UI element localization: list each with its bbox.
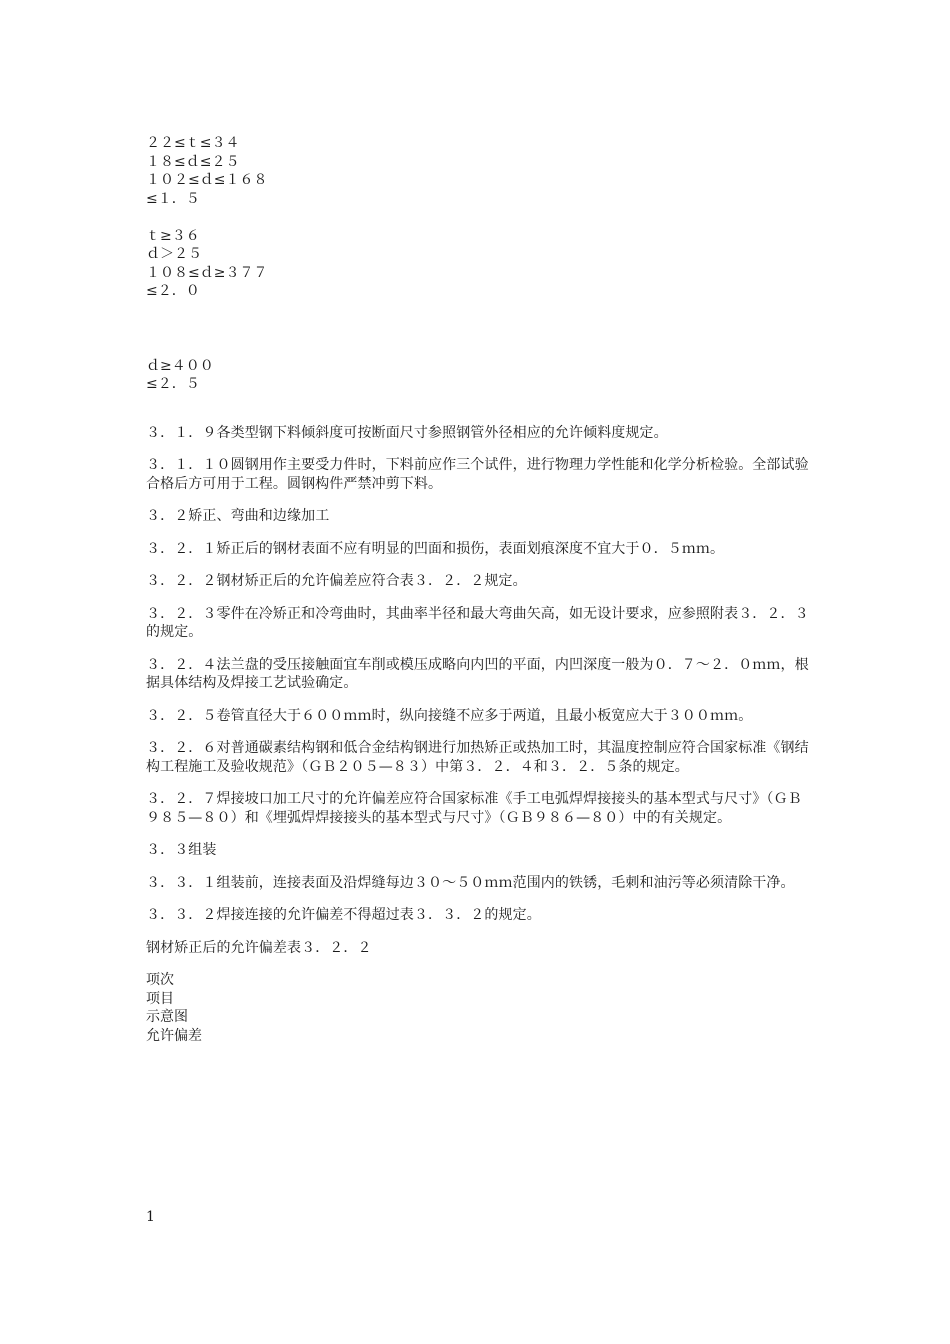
- paragraph-3-2-1: ３．２．１矫正后的钢材表面不应有明显的凹面和损伤，表面划痕深度不宜大于０．５ｍｍ。: [146, 540, 725, 557]
- table-fragment-group-1: [146, 134, 810, 208]
- paragraph-3-2-4: ３．２．４法兰盘的受压接触面宜车削或模压成略向内凹的平面，内凹深度一般为０．７～２．０ｍｍ，根据具体结构及焊接工艺试验确定。: [146, 656, 809, 691]
- table-fragment-group-2: [146, 227, 810, 301]
- table-cell: ≤２．５: [146, 376, 200, 392]
- table-header-list: [146, 971, 810, 1045]
- table-cell: ２２≤ｔ≤３４: [146, 135, 240, 151]
- table-cell: ｄ＞２５: [146, 246, 202, 262]
- table-cell: ≤２．０: [146, 283, 200, 299]
- table-caption: 钢材矫正后的允许偏差表３．２．２: [146, 939, 372, 956]
- table-cell: １８≤ｄ≤２５: [146, 153, 240, 170]
- document-page: [146, 134, 810, 1045]
- table-cell: ≤１．５: [146, 190, 200, 207]
- paragraph-3-1-9: ３．１．９各类型钢下料倾斜度可按断面尺寸参照钢管外径相应的允许倾料度规定。: [146, 424, 668, 441]
- table-cell: ｔ≥３６: [146, 227, 200, 244]
- table-header-cell: 项次: [146, 972, 174, 988]
- page-number: 1: [146, 1209, 155, 1225]
- paragraph-3-2-2: ３．２．２钢材矫正后的允许偏差应符合表３．２．２规定。: [146, 573, 527, 589]
- paragraph-3-1-10: ３．１．１０圆钢用作主要受力件时，下料前应作三个试件，进行物理力学性能和化学分析检验。全部试验合格后方可用于工程。圆钢构件严禁冲剪下料。: [146, 457, 809, 492]
- paragraph-3-2-3: ３．２．３零件在冷矫正和冷弯曲时，其曲率半径和最大弯曲矢高，如无设计要求，应参照附表３．２．３的规定。: [146, 605, 809, 640]
- table-header-cell: 项目: [146, 990, 174, 1007]
- paragraph-3-3-1: ３．３．１组装前，连接表面及沿焊缝每边３０～５０ｍｍ范围内的铁锈，毛刺和油污等必须清除干净。: [146, 874, 795, 891]
- table-header-cell: 允许偏差: [146, 1027, 202, 1044]
- table-cell: ｄ≥４００: [146, 357, 214, 374]
- table-cell: １０８≤ｄ≥３７７: [146, 264, 268, 281]
- section-heading-3-2: ３．２矫正、弯曲和边缘加工: [146, 508, 330, 524]
- table-header-cell: 示意图: [146, 1009, 188, 1025]
- table-cell: １０２≤ｄ≤１６８: [146, 172, 268, 188]
- paragraph-3-2-5: ３．２．５卷管直径大于６００ｍｍ时，纵向接缝不应多于两道，且最小板宽应大于３００ｍｍ。: [146, 707, 753, 724]
- paragraph-3-3-2: ３．３．２焊接连接的允许偏差不得超过表３．３．２的规定。: [146, 907, 541, 923]
- paragraph-3-2-6: ３．２．６对普通碳素结构钢和低合金结构钢进行加热矫正或热加工时，其温度控制应符合国家标准《钢结构工程施工及验收规范》（ＧＢ２０５—８３）中第３．２．４和３．２．５条的规定。: [146, 740, 809, 775]
- paragraph-3-2-7: ３．２．７焊接坡口加工尺寸的允许偏差应符合国家标准《手工电弧焊焊接接头的基本型式与尺寸》（ＧＢ９８５—８０）和《埋弧焊焊接接头的基本型式与尺寸》（ＧＢ９８６—８０）中的有关规定。: [146, 791, 802, 826]
- table-fragment-group-3: [146, 357, 810, 394]
- section-heading-3-3: ３．３组装: [146, 842, 217, 858]
